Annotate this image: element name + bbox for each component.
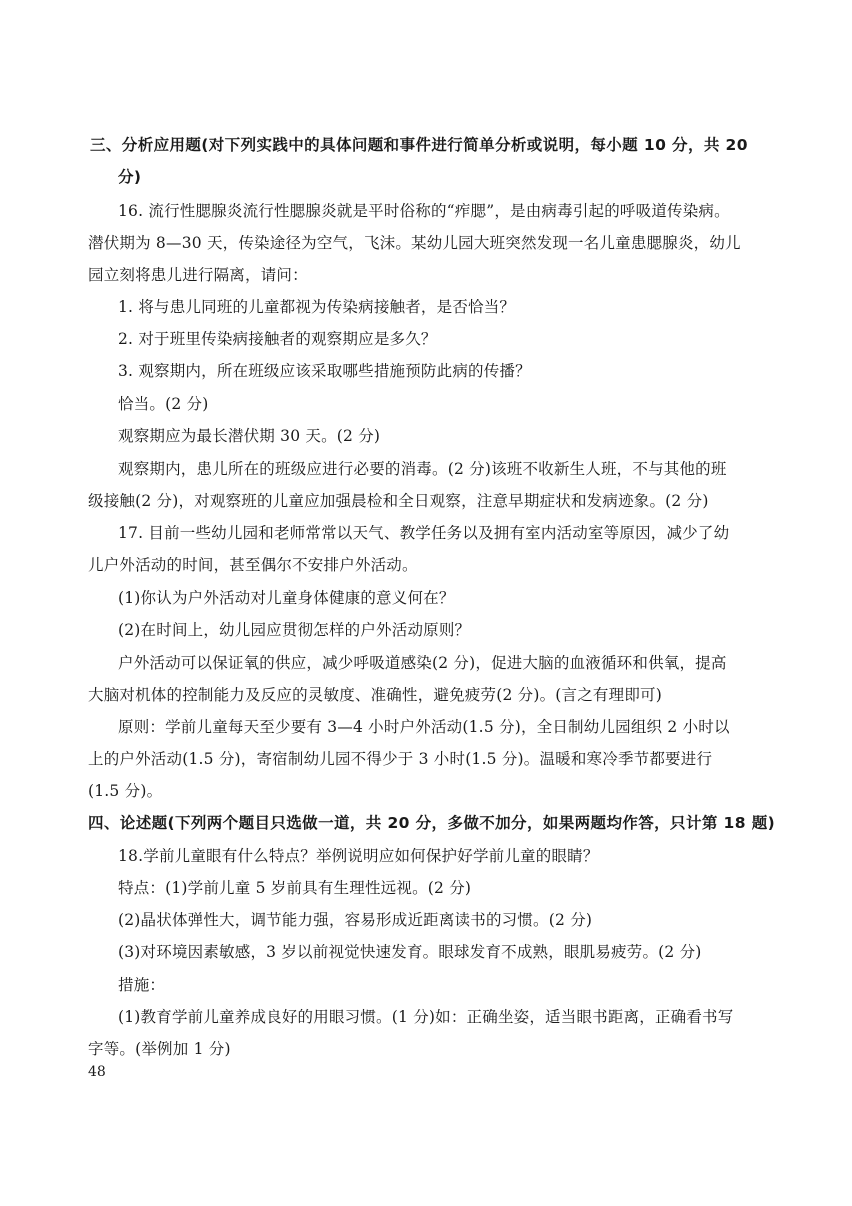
- q16-text-line3: 园立刻将患儿进行隔离，请问：: [88, 266, 308, 284]
- q18-feature-2: (2)晶状体弹性大，调节能力强，容易形成近距离读书的习惯。(2 分): [118, 911, 593, 929]
- q16-text-line2: 潜伏期为 8—30 天，传染途径为空气，飞沫。某幼儿园大班突然发现一名儿童患腮腺炎，幼儿: [88, 234, 741, 252]
- q17-subquestion-1: (1)你认为户外活动对儿童身体健康的意义何在？: [118, 589, 455, 607]
- q17-text-line1: 17. 目前一些幼儿园和老师常常以天气、教学任务以及拥有室内活动室等原因，减少了幼: [118, 524, 730, 542]
- q18-feature-1: 特点：(1)学前儿童 5 岁前具有生理性远视。(2 分): [118, 879, 472, 897]
- q16-answer-3-line1: 观察期内，患儿所在的班级应进行必要的消毒。(2 分)该班不收新生人班，不与其他的班: [118, 460, 727, 478]
- section-3-heading: 三、分析应用题(对下列实践中的具体问题和事件进行简单分析或说明，每小题 10 分，共 20: [90, 136, 748, 154]
- q17-answer-1-line2: 大脑对机体的控制能力及反应的灵敏度、准确性，避免疲劳(2 分)。(言之有理即可): [88, 686, 662, 704]
- q16-subquestion-1: 1. 将与患儿同班的儿童都视为传染病接触者，是否恰当？: [118, 298, 516, 316]
- q16-subquestion-2: 2. 对于班里传染病接触者的观察期应是多久？: [118, 330, 437, 348]
- section-4-heading: 四、论述题(下列两个题目只选做一道，共 20 分，多做不加分，如果两题均作答，只计第 18 题): [88, 814, 776, 832]
- section-3-heading-cont: 分): [118, 168, 142, 186]
- q17-answer-2-line3: (1.5 分)。: [88, 782, 163, 800]
- q16-answer-2: 观察期应为最长潜伏期 30 天。(2 分): [118, 427, 381, 445]
- q17-answer-2-line2: 上的户外活动(1.5 分)，寄宿制幼儿园不得少于 3 小时(1.5 分)。温暖和寒冷季节都要进行: [88, 750, 713, 768]
- q18-measures-label: 措施：: [118, 976, 166, 994]
- q18-measure-1-line1: (1)教育学前儿童养成良好的用眼习惯。(1 分)如：正确坐姿，适当眼书距离，正确看书写: [118, 1008, 734, 1026]
- q17-text-line2: 儿户外活动的时间，甚至偶尔不安排户外活动。: [88, 556, 418, 574]
- q16-answer-1: 恰当。(2 分): [118, 395, 209, 413]
- q16-answer-3-line2: 级接触(2 分)，对观察班的儿童应加强晨检和全日观察，注意早期症状和发病迹象。(2 分): [88, 492, 709, 510]
- q18-feature-3: (3)对环境因素敏感，3 岁以前视觉快速发育。眼球发育不成熟，眼肌易疲劳。(2 分): [118, 943, 702, 961]
- q16-subquestion-3: 3. 观察期内，所在班级应该采取哪些措施预防此病的传播？: [118, 362, 531, 380]
- q17-subquestion-2: (2)在时间上，幼儿园应贯彻怎样的户外活动原则？: [118, 621, 471, 639]
- q16-text-line1: 16. 流行性腮腺炎流行性腮腺炎就是平时俗称的“痄腮”，是由病毒引起的呼吸道传染病。: [118, 202, 730, 220]
- page-number: 48: [88, 1064, 106, 1080]
- q18-measure-1-line2: 字等。(举例加 1 分): [88, 1040, 231, 1058]
- q18-question: 18.学前儿童眼有什么特点？举例说明应如何保护好学前儿童的眼睛？: [118, 847, 599, 865]
- q17-answer-2-line1: 原则：学前儿童每天至少要有 3—4 小时户外活动(1.5 分)，全日制幼儿园组织 2 小时以: [118, 718, 730, 736]
- q17-answer-1-line1: 户外活动可以保证氧的供应，减少呼吸道感染(2 分)，促进大脑的血液循环和供氧，提高: [118, 654, 727, 672]
